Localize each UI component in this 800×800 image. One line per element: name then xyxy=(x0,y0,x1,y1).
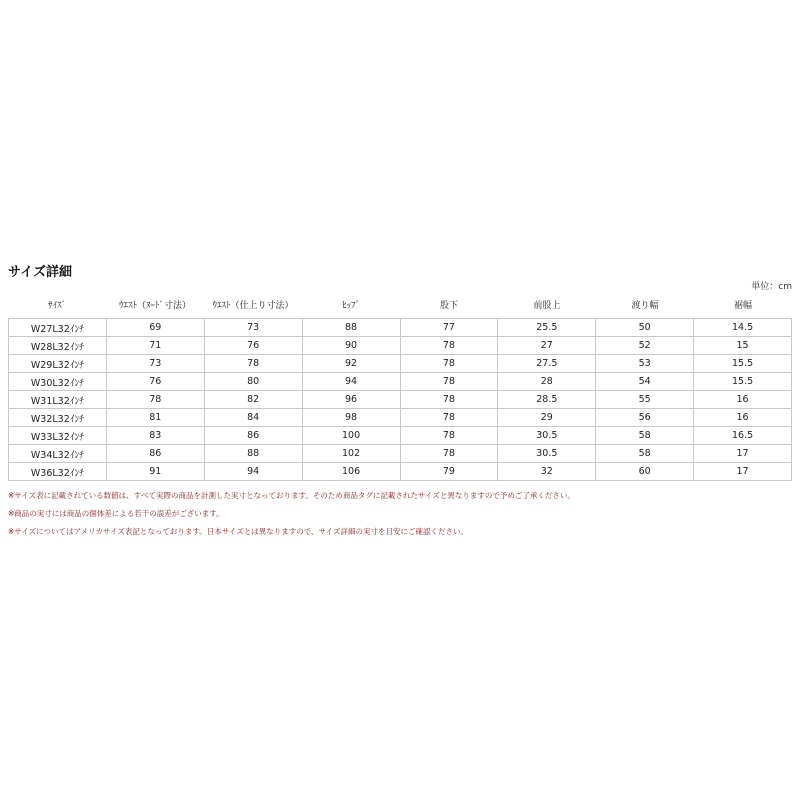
table-cell: 16 xyxy=(694,391,792,409)
table-cell: 25.5 xyxy=(498,319,596,337)
size-cell: W31L32ｲﾝﾁ xyxy=(9,391,107,409)
table-cell: 53 xyxy=(596,355,694,373)
page-title: サイズ詳細 xyxy=(8,265,72,280)
note-measurement: ※サイズ表に記載されている数値は、すべて実際の商品を計測した実寸となっております。そのため商品タグに記載されたサイズと異なりますので予めご了承ください。 xyxy=(8,491,575,500)
table-cell: 15 xyxy=(694,337,792,355)
table-cell: 76 xyxy=(204,337,302,355)
table-cell: 30.5 xyxy=(498,445,596,463)
table-cell: 27 xyxy=(498,337,596,355)
table-cell: 32 xyxy=(498,463,596,481)
header-waist-nude: ｳｴｽﾄ（ﾇｰﾄﾞ寸法） xyxy=(118,301,191,311)
table-cell: 50 xyxy=(596,319,694,337)
table-cell: 16 xyxy=(694,409,792,427)
size-cell: W32L32ｲﾝﾁ xyxy=(9,409,107,427)
size-table-body xyxy=(9,319,792,481)
table-cell: 73 xyxy=(204,319,302,337)
header-thigh-width: 渡り幅 xyxy=(631,301,659,311)
table-cell: 100 xyxy=(302,427,400,445)
table-cell: 60 xyxy=(596,463,694,481)
table-cell: 79 xyxy=(400,463,498,481)
table-cell: 17 xyxy=(694,445,792,463)
table-cell: 81 xyxy=(106,409,204,427)
table-cell: 98 xyxy=(302,409,400,427)
table-cell: 27.5 xyxy=(498,355,596,373)
table-cell: 80 xyxy=(204,373,302,391)
header-hip: ﾋｯﾌﾟ xyxy=(341,301,360,311)
table-cell: 88 xyxy=(204,445,302,463)
table-cell: 54 xyxy=(596,373,694,391)
size-cell: W27L32ｲﾝﾁ xyxy=(9,319,107,337)
table-row xyxy=(9,355,792,373)
table-cell: 78 xyxy=(400,409,498,427)
table-cell: 86 xyxy=(106,445,204,463)
table-cell: 92 xyxy=(302,355,400,373)
table-cell: 94 xyxy=(204,463,302,481)
unit-label: 単位：cm xyxy=(751,282,792,292)
table-cell: 15.5 xyxy=(694,373,792,391)
table-row xyxy=(9,373,792,391)
table-cell: 28.5 xyxy=(498,391,596,409)
table-cell: 58 xyxy=(596,427,694,445)
table-cell: 91 xyxy=(106,463,204,481)
header-inseam: 股下 xyxy=(439,301,458,311)
table-cell: 82 xyxy=(204,391,302,409)
table-cell: 58 xyxy=(596,445,694,463)
size-cell: W33L32ｲﾝﾁ xyxy=(9,427,107,445)
table-cell: 56 xyxy=(596,409,694,427)
table-cell: 71 xyxy=(106,337,204,355)
size-cell: W36L32ｲﾝﾁ xyxy=(9,463,107,481)
table-cell: 88 xyxy=(302,319,400,337)
table-cell: 52 xyxy=(596,337,694,355)
table-row xyxy=(9,427,792,445)
table-cell: 83 xyxy=(106,427,204,445)
header-hem-width: 裾幅 xyxy=(733,301,752,311)
table-row xyxy=(9,463,792,481)
table-cell: 78 xyxy=(400,427,498,445)
table-row xyxy=(9,391,792,409)
table-cell: 86 xyxy=(204,427,302,445)
table-cell: 55 xyxy=(596,391,694,409)
size-table xyxy=(8,318,792,481)
table-row xyxy=(9,337,792,355)
table-cell: 16.5 xyxy=(694,427,792,445)
header-waist-finished: ｳｴｽﾄ（仕上り寸法） xyxy=(212,301,294,311)
table-row xyxy=(9,409,792,427)
table-cell: 77 xyxy=(400,319,498,337)
table-cell: 78 xyxy=(400,445,498,463)
table-cell: 78 xyxy=(400,373,498,391)
header-size: ｻｲｽﾞ xyxy=(47,301,66,311)
table-row xyxy=(9,319,792,337)
size-cell: W34L32ｲﾝﾁ xyxy=(9,445,107,463)
table-cell: 84 xyxy=(204,409,302,427)
table-row xyxy=(9,445,792,463)
table-cell: 102 xyxy=(302,445,400,463)
table-cell: 96 xyxy=(302,391,400,409)
size-cell: W29L32ｲﾝﾁ xyxy=(9,355,107,373)
table-header xyxy=(8,296,792,316)
table-cell: 28 xyxy=(498,373,596,391)
table-cell: 78 xyxy=(400,355,498,373)
table-cell: 15.5 xyxy=(694,355,792,373)
table-cell: 78 xyxy=(400,391,498,409)
table-cell: 73 xyxy=(106,355,204,373)
header-front-rise: 前股上 xyxy=(533,301,561,311)
table-cell: 69 xyxy=(106,319,204,337)
table-cell: 17 xyxy=(694,463,792,481)
table-cell: 106 xyxy=(302,463,400,481)
size-cell: W30L32ｲﾝﾁ xyxy=(9,373,107,391)
table-cell: 29 xyxy=(498,409,596,427)
table-cell: 14.5 xyxy=(694,319,792,337)
table-cell: 90 xyxy=(302,337,400,355)
size-cell: W28L32ｲﾝﾁ xyxy=(9,337,107,355)
notes xyxy=(8,491,792,545)
table-cell: 78 xyxy=(204,355,302,373)
table-cell: 94 xyxy=(302,373,400,391)
table-cell: 30.5 xyxy=(498,427,596,445)
note-us-sizing: ※サイズについてはアメリカサイズ表記となっております。日本サイズとは異なりますので、サイズ詳細の実寸を目安にご確認ください。 xyxy=(8,527,468,536)
note-tolerance: ※商品の実寸には商品の個体差による若干の誤差がございます。 xyxy=(8,509,224,518)
table-cell: 78 xyxy=(106,391,204,409)
table-cell: 78 xyxy=(400,337,498,355)
table-cell: 76 xyxy=(106,373,204,391)
